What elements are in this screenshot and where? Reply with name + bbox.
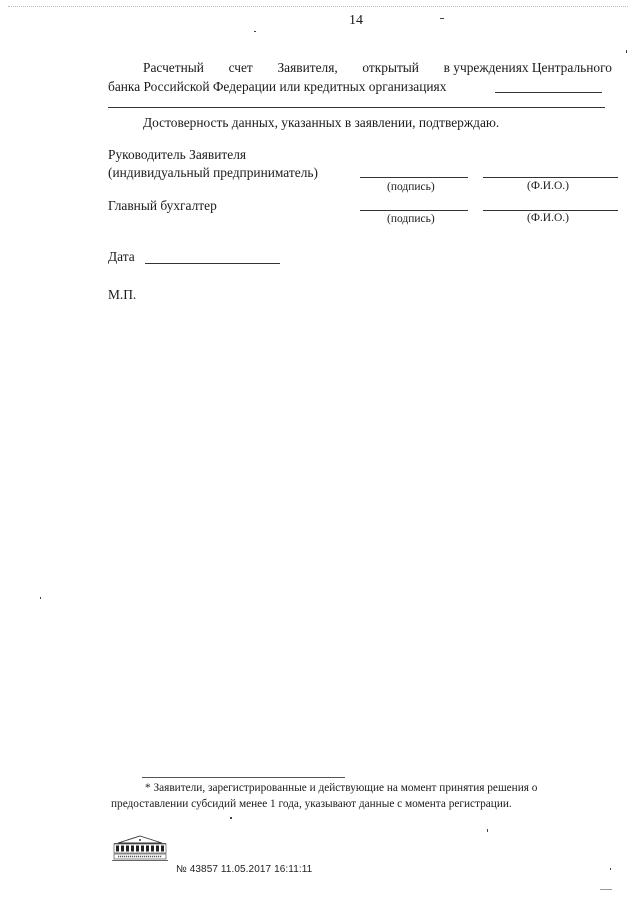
confirmation-text: Достоверность данных, указанных в заявлении, подтверждаю. xyxy=(143,115,500,130)
page-number: 14 xyxy=(349,13,363,28)
scan-speck xyxy=(230,817,232,819)
scan-speck xyxy=(610,868,611,870)
account-word: счет xyxy=(228,60,253,75)
account-blank-full xyxy=(108,107,605,108)
account-word: Заявителя, xyxy=(277,60,338,75)
scan-speck xyxy=(40,597,41,599)
account-blank-short xyxy=(495,92,602,93)
date-label: Дата xyxy=(108,249,135,264)
head-name-label: (Ф.И.О.) xyxy=(527,180,569,192)
accountant-signature-label: (подпись) xyxy=(387,213,435,225)
accountant-name-line[interactable] xyxy=(483,210,618,211)
scan-speck xyxy=(440,18,444,19)
account-line-2: банка Российской Федерации или кредитных организациях xyxy=(108,79,447,94)
account-word: в учреждениях Центрального xyxy=(443,60,612,75)
account-word: открытый xyxy=(362,60,419,75)
registry-stamp-text: № 43857 11.05.2017 16:11:11 xyxy=(176,864,313,875)
scan-noise-top xyxy=(8,6,628,7)
scan-speck xyxy=(600,889,612,890)
account-word: Расчетный xyxy=(143,60,204,75)
head-name-line[interactable] xyxy=(483,177,618,178)
footnote-separator xyxy=(142,777,345,778)
accountant-signature-line[interactable] xyxy=(360,210,468,211)
head-signature-line[interactable] xyxy=(360,177,468,178)
scan-speck xyxy=(254,31,256,32)
registry-building-icon xyxy=(110,835,170,863)
scan-speck xyxy=(487,829,488,832)
date-blank-line[interactable] xyxy=(145,263,280,264)
seal-label: М.П. xyxy=(108,287,137,302)
scan-speck xyxy=(626,50,627,53)
accountant-name-label: (Ф.И.О.) xyxy=(527,212,569,224)
account-line-1 xyxy=(143,60,612,76)
head-signature-label: (подпись) xyxy=(387,181,435,193)
footnote-line-1: * Заявители, зарегистрированные и действующие на момент принятия решения о xyxy=(145,782,538,794)
footnote-line-2: предоставлении субсидий менее 1 года, указывают данные с момента регистрации. xyxy=(111,798,512,810)
head-title-line-1: Руководитель Заявителя xyxy=(108,147,247,162)
head-title-line-2: (индивидуальный предприниматель) xyxy=(108,165,318,180)
accountant-title: Главный бухгалтер xyxy=(108,198,217,213)
